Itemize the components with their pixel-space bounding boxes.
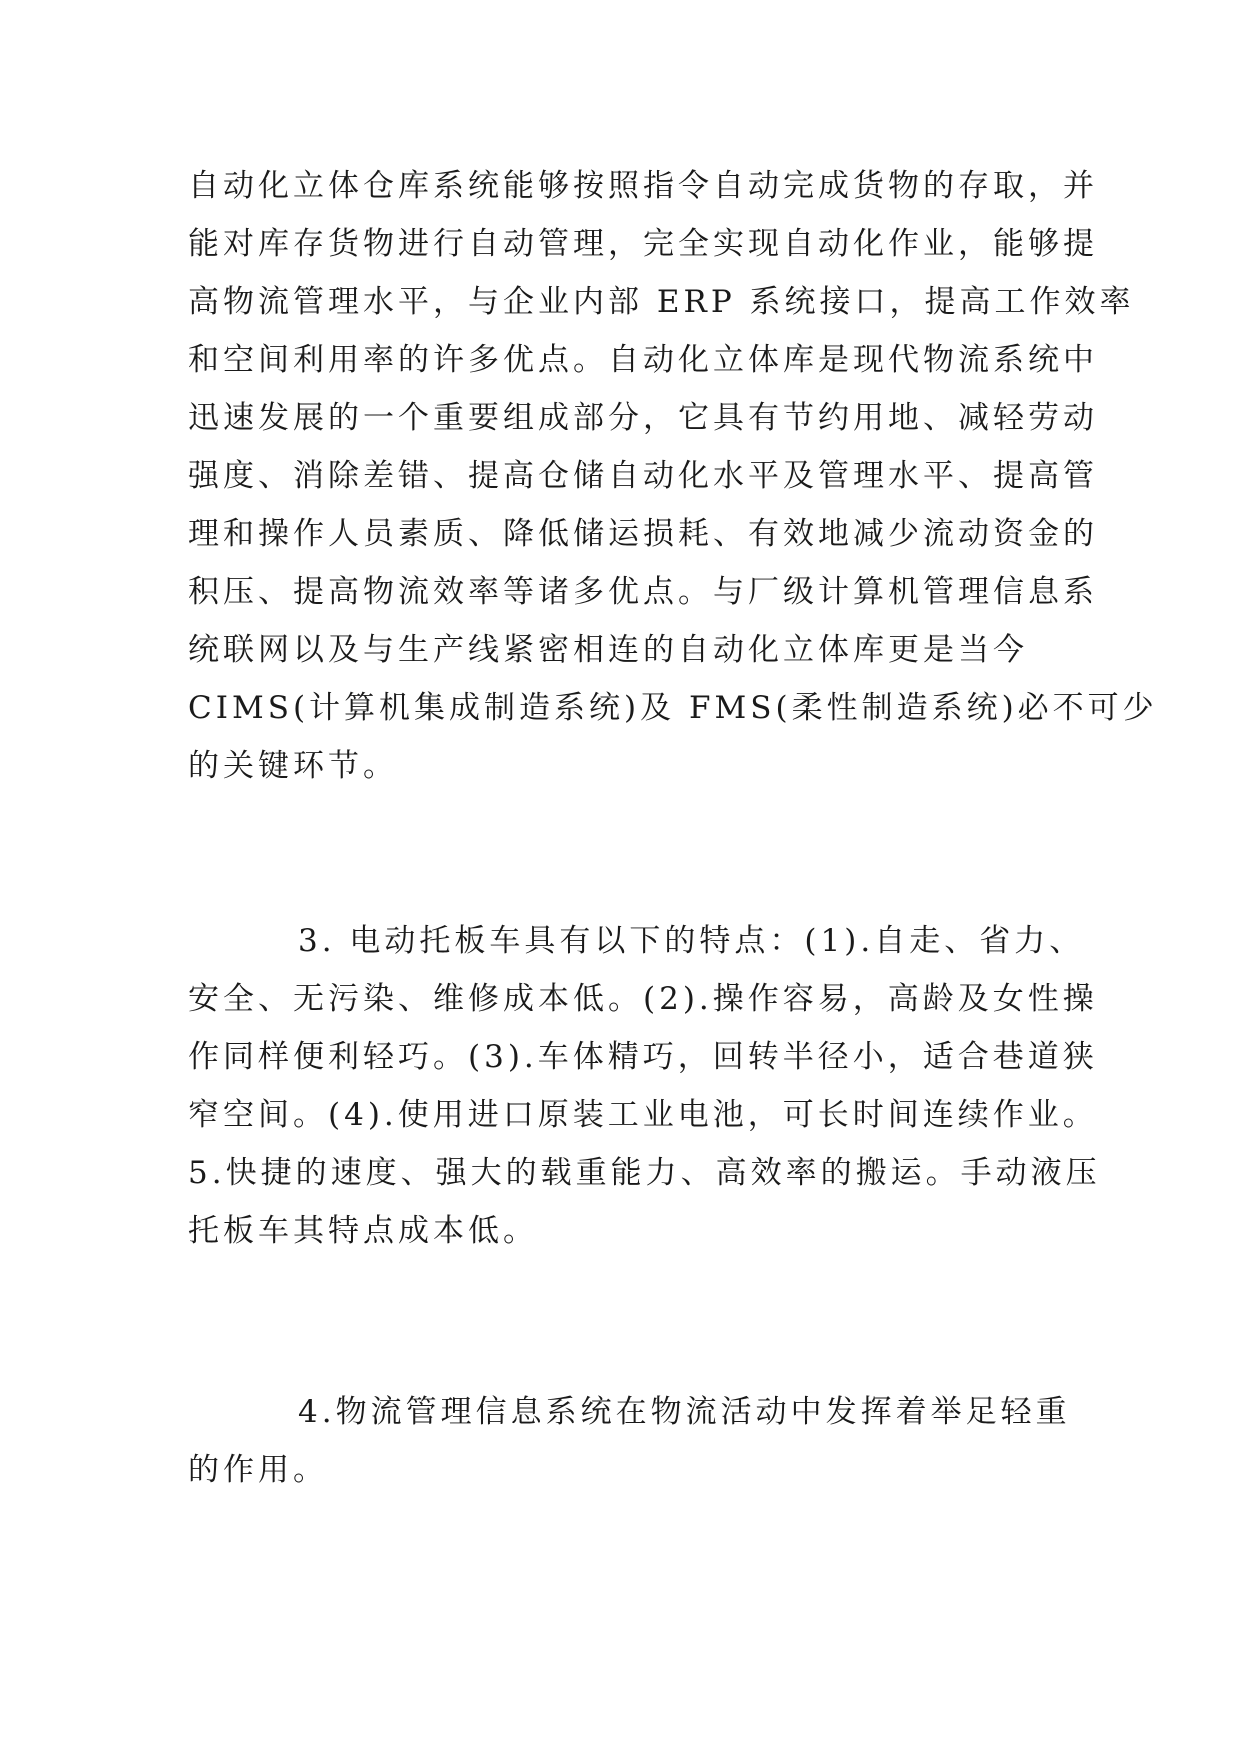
paragraph-pallet-truck xyxy=(188,912,1101,1260)
text-line: 统联网以及与生产线紧密相连的自动化立体库更是当今 xyxy=(188,632,1028,668)
text-line: 高物流管理水平，与企业内部 ERP 系统接口，提高工作效率 xyxy=(188,284,1135,320)
text-line: 自动化立体仓库系统能够按照指令自动完成货物的存取，并 xyxy=(188,168,1098,204)
text-line: 窄空间。(4).使用进口原装工业电池，可长时间连续作业。 xyxy=(188,1097,1098,1133)
text-line: 能对库存货物进行自动管理，完全实现自动化作业，能够提 xyxy=(188,226,1098,262)
paragraph-storage-system xyxy=(188,157,1158,795)
text-line: 迅速发展的一个重要组成部分，它具有节约用地、减轻劳动 xyxy=(188,400,1098,436)
text-line: 和空间利用率的许多优点。自动化立体库是现代物流系统中 xyxy=(188,342,1098,378)
text-line: 的作用。 xyxy=(188,1452,328,1488)
text-line: 强度、消除差错、提高仓储自动化水平及管理水平、提高管 xyxy=(188,458,1098,494)
text-line: 作同样便利轻巧。(3).车体精巧，回转半径小，适合巷道狭 xyxy=(188,1039,1098,1075)
text-line: 积压、提高物流效率等诸多优点。与厂级计算机管理信息系 xyxy=(188,574,1098,610)
paragraph-info-system xyxy=(188,1383,1071,1499)
text-line: 理和操作人员素质、降低储运损耗、有效地减少流动资金的 xyxy=(188,516,1098,552)
text-line: 的关键环节。 xyxy=(188,748,398,784)
text-line: 托板车其特点成本低。 xyxy=(188,1213,538,1249)
text-line: 安全、无污染、维修成本低。(2).操作容易，高龄及女性操 xyxy=(188,981,1098,1017)
text-line: 4.物流管理信息系统在物流活动中发挥着举足轻重 xyxy=(298,1394,1071,1430)
text-line: CIMS(计算机集成制造系统)及 FMS(柔性制造系统)必不可少 xyxy=(188,690,1158,726)
text-line: 5.快捷的速度、强大的载重能力、高效率的搬运。手动液压 xyxy=(188,1155,1101,1191)
text-line: 3. 电动托板车具有以下的特点：(1).自走、省力、 xyxy=(298,923,1085,959)
